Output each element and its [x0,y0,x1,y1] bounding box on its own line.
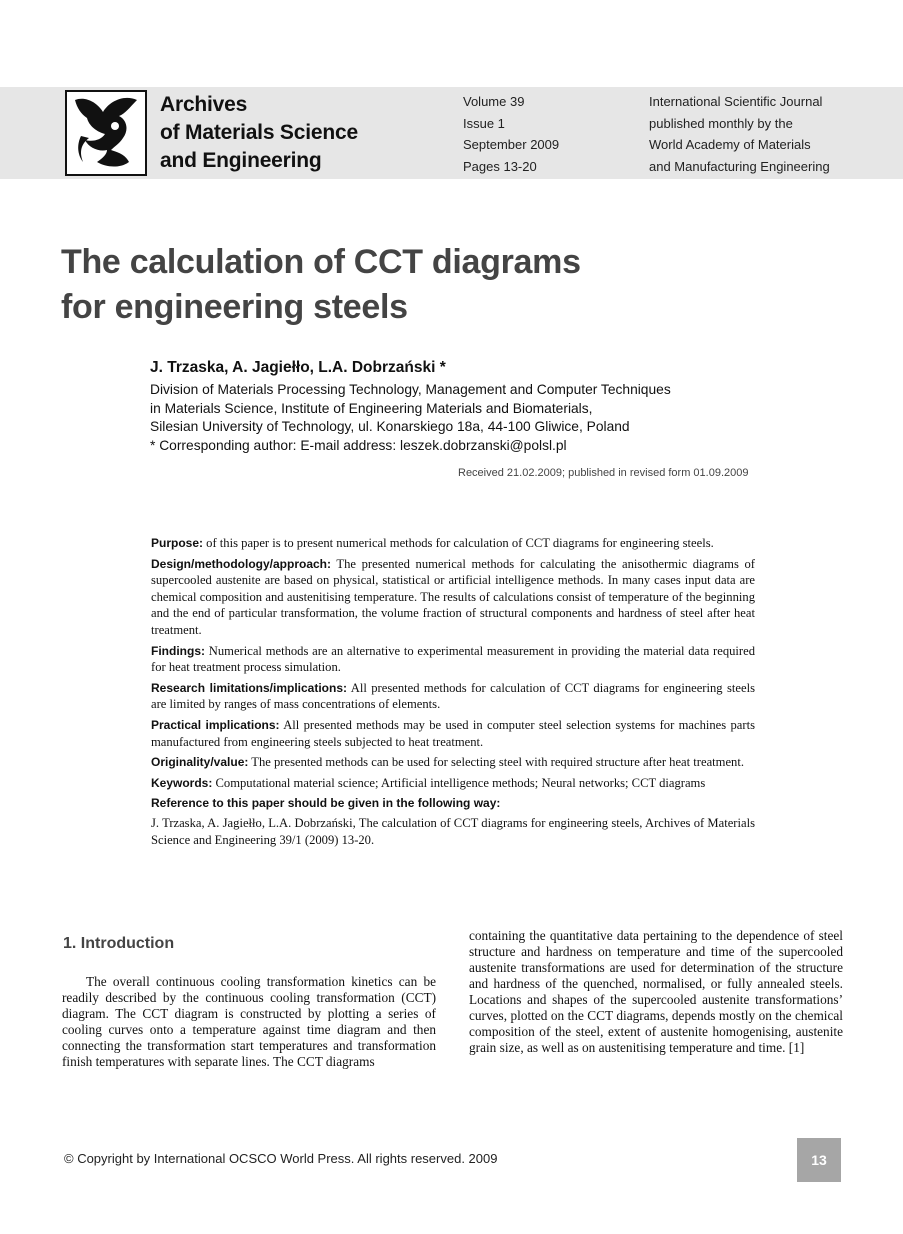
authors: J. Trzaska, A. Jagiełło, L.A. Dobrzański * [150,359,446,376]
abstract-design [151,556,755,639]
corresponding-author: * Corresponding author: E-mail address: leszek.dobrzanski@polsl.pl [150,437,567,453]
abstract-text: All presented methods for calculation of CCT diagrams for engineering steels are limited by ranges of mass concentrations of elements. [151,680,755,712]
affiliation-line: in Materials Science, Institute of Engineering Materials and Biomaterials, [150,400,593,416]
abstract-label: Keywords: [151,775,213,790]
body-paragraph-left: The overall continuous cooling transformation kinetics can be readily described by the continuous cooling transformation (CCT) diagram. The CCT diagram is constructed by plotting a series of cooling curves onto a temperature against time diagram and then connecting the transformation start temperatures and transformation finish temperatures with separate lines. The CCT diagrams [62,974,436,1069]
section-heading: 1. Introduction [63,935,175,952]
abstract-label: Originality/value: [151,755,249,770]
volume: Volume 39 [463,94,525,109]
abstract-text: The presented numerical methods for calculating the anisothermic diagrams of supercooled austenite are based on physical, statistical or artificial intelligence methods. In many cases input data are chemical composition and austenitising temperature. The results of calculations consist of temperature of the beginning and the end of particular transformation, the volume fraction of structural components and hardness of steel after heat treatment. [151,556,755,637]
issue: Issue 1 [463,115,505,131]
journal-logo [65,90,147,176]
abstract-limitations [151,680,755,713]
publisher-line: International Scientific Journal [649,94,823,109]
abstract-originality [151,754,755,771]
journal-logo-icon [67,92,145,174]
publisher-line: and Manufacturing Engineering [649,159,830,175]
copyright: © Copyright by International OCSCO World Press. All rights reserved. 2009 [64,1151,498,1166]
affiliation [150,381,671,455]
abstract [151,535,755,852]
title-line: for engineering steels [61,288,408,326]
publisher-info [649,91,830,178]
publisher-line: World Academy of Materials [649,137,811,153]
pages: Pages 13-20 [463,159,537,175]
body-paragraph-right: containing the quantitative data pertaining to the dependence of steel structure and hardness on temperature and time of the supercooled austenite transformations are used for determination of the structure and hardness of the quenched, normalised, or fully annealed steels. Locations and shapes of the supercooled austenite transformations’ curves, plotted on the CCT diagrams, depends mostly on the chemical composition of the steel, extent of austenite homogenising, austenite grain size, as well as on austenitising temperature and time. [1] [469,928,843,1055]
abstract-text: The presented methods can be used for selecting steel with required structure after heat treatment. [251,755,744,770]
abstract-label: Findings: [151,643,205,658]
issue-date: September 2009 [463,137,560,153]
abstract-label: Practical implications: [151,717,280,732]
abstract-purpose [151,535,755,552]
abstract-text: All presented methods may be used in computer steel selection systems for machines parts manufactured from engineering steels subjected to heat treatment. [151,717,755,749]
abstract-text: Numerical methods are an alternative to experimental measurement in providing the material data required for heat treatment process simulation. [151,643,756,675]
reference-text: J. Trzaska, A. Jagiełło, L.A. Dobrzański, The calculation of CCT diagrams for engineering steels, Archives of Materials Science and Engineering 39/1 (2009) 13-20. [151,815,755,847]
affiliation-line: Silesian University of Technology, ul. Konarskiego 18a, 44-100 Gliwice, Poland [150,419,630,435]
page-number: 13 [797,1138,841,1182]
reference-heading: Reference to this paper should be given in the following way: [151,796,501,811]
abstract-text: of this paper is to present numerical methods for calculation of CCT diagrams for engineering steels. [206,536,714,550]
abstract-text: Computational material science; Artificial intelligence methods; Neural networks; CCT diagrams [215,775,706,790]
abstract-keywords [151,775,755,792]
journal-name-line: Archives [160,93,248,116]
abstract-label: Design/methodology/approach: [151,556,332,571]
journal-name-line: of Materials Science [160,121,358,144]
abstract-practical [151,717,755,750]
abstract-label: Purpose: [151,536,204,550]
abstract-label: Research limitations/implications: [151,680,347,695]
journal-name [160,91,358,175]
affiliation-line: Division of Materials Processing Technology, Management and Computer Techniques [150,382,671,397]
title-line: The calculation of CCT diagrams [61,243,581,281]
issue-info [463,91,559,178]
received-dates: Received 21.02.2009; published in revised form 01.09.2009 [458,467,749,479]
publisher-line: published monthly by the [649,115,793,131]
journal-name-line: and Engineering [160,149,322,172]
article-title [61,240,821,330]
abstract-findings [151,643,755,676]
